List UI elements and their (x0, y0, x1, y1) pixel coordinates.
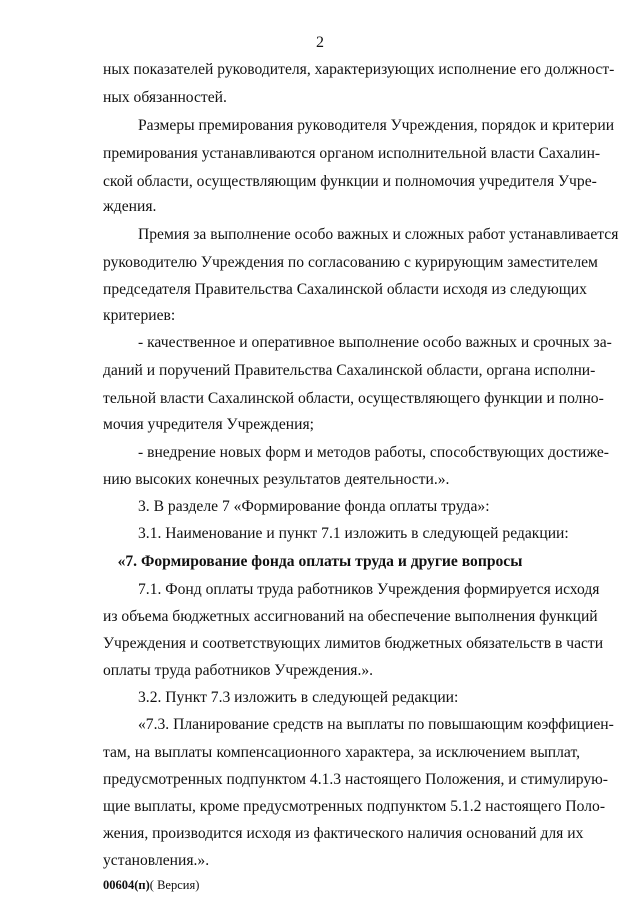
text-line: Размеры премирования руководителя Учреждения, порядок и критерии (138, 117, 615, 134)
text-line: премирования устанавливаются органом исполнительной власти Сахалин- (103, 145, 601, 162)
text-line: нию высоких конечных результатов деятельности.». (103, 471, 450, 488)
document-code: 00604(п) (103, 878, 150, 892)
document-version: ( Версия) (149, 878, 200, 892)
text-line: «7.3. Планирование средств на выплаты по повышающим коэффициен- (138, 716, 614, 733)
text-line: щие выплаты, кроме предусмотренных подпунктом 5.1.2 настоящего Поло- (103, 798, 606, 815)
text-line: предусмотренных подпунктом 4.1.3 настоящего Положения, и стимулирую- (103, 771, 608, 788)
text-line: руководителю Учреждения по согласованию с курирующим заместителем (103, 254, 598, 271)
text-line: 3.1. Наименование и пункт 7.1 изложить в следующей редакции: (138, 525, 569, 542)
page-number: 2 (316, 34, 324, 51)
text-line: ждения. (103, 198, 157, 215)
text-line: мочия учредителя Учреждения; (103, 416, 314, 433)
text-line: из объема бюджетных ассигнований на обеспечение выполнения функций (103, 608, 598, 625)
text-line: жения, производится исходя из фактического наличия оснований для их (103, 825, 584, 842)
text-line: оплаты труда работников Учреждения.». (103, 662, 374, 679)
section-heading: «7. Формирование фонда оплаты труда и другие вопросы (117, 553, 523, 570)
text-line: установления.». (103, 852, 210, 869)
text-line: Учреждения и соответствующих лимитов бюджетных обязательств в части (103, 635, 604, 652)
text-line: тельной власти Сахалинской области, осуществляющего функции и полно- (103, 390, 604, 407)
text-line: даний и поручений Правительства Сахалинской области, органа исполни- (103, 362, 596, 379)
text-line: ской области, осуществляющим функции и полномочия учредителя Учре- (103, 173, 597, 190)
text-line: ных показателей руководителя, характеризующих исполнение его должност- (103, 61, 615, 78)
text-line: 3. В разделе 7 «Формирование фонда оплаты труда»: (138, 498, 490, 515)
text-line: председателя Правительства Сахалинской области исходя из следующих (103, 281, 587, 298)
text-line: 3.2. Пункт 7.3 изложить в следующей редакции: (138, 689, 459, 706)
text-line: 7.1. Фонд оплаты труда работников Учреждения формируется исходя (138, 581, 600, 598)
footer (103, 878, 199, 893)
text-line: критериев: (103, 307, 176, 324)
text-line: Премия за выполнение особо важных и сложных работ устанавливается (138, 226, 619, 243)
text-line: ных обязанностей. (103, 89, 227, 106)
text-line: там, на выплаты компенсационного характера, за исключением выплат, (103, 744, 580, 761)
text-line: - качественное и оперативное выполнение особо важных и срочных за- (138, 334, 612, 351)
text-line: - внедрение новых форм и методов работы, способствующих достиже- (138, 444, 609, 461)
